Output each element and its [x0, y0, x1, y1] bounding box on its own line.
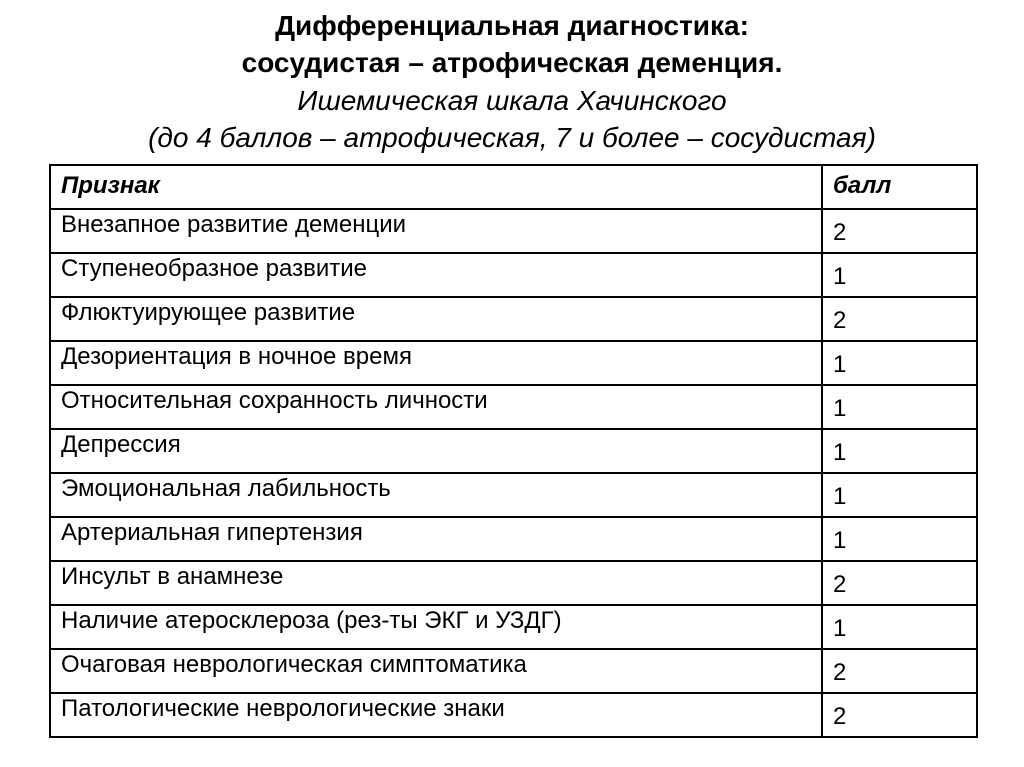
table-row	[50, 209, 977, 253]
table-row	[50, 649, 977, 693]
header-sign: Признак	[50, 165, 822, 209]
sign-cell: Дезориентация в ночное время	[50, 341, 822, 385]
sign-cell: Очаговая неврологическая симптоматика	[50, 649, 822, 693]
table-row	[50, 341, 977, 385]
sign-cell: Артериальная гипертензия	[50, 517, 822, 561]
score-cell: 1	[822, 253, 977, 297]
score-cell: 1	[822, 473, 977, 517]
score-cell: 1	[822, 517, 977, 561]
score-cell: 2	[822, 693, 977, 737]
sign-cell: Флюктуирующее развитие	[50, 297, 822, 341]
score-cell: 1	[822, 385, 977, 429]
sign-cell: Патологические неврологические знаки	[50, 693, 822, 737]
table-row	[50, 429, 977, 473]
table-row	[50, 385, 977, 429]
score-cell: 2	[822, 297, 977, 341]
score-cell: 1	[822, 605, 977, 649]
sign-cell: Депрессия	[50, 429, 822, 473]
table-row	[50, 517, 977, 561]
table-row	[50, 605, 977, 649]
score-cell: 2	[822, 649, 977, 693]
score-cell: 1	[822, 429, 977, 473]
title-line-2: сосудистая – атрофическая деменция.	[241, 47, 783, 78]
header-score: балл	[822, 165, 977, 209]
score-cell: 1	[822, 341, 977, 385]
subtitle-scale-name: Ишемическая шкала Хачинского	[297, 85, 727, 116]
sign-cell: Внезапное развитие деменции	[50, 209, 822, 253]
table-row	[50, 473, 977, 517]
sign-cell: Относительная сохранность личности	[50, 385, 822, 429]
table-row	[50, 561, 977, 605]
sign-cell: Инсульт в анамнезе	[50, 561, 822, 605]
score-cell: 2	[822, 561, 977, 605]
title-line-1: Дифференциальная диагностика:	[275, 10, 749, 41]
score-cell: 2	[822, 209, 977, 253]
table-row	[50, 297, 977, 341]
sign-cell: Ступенеобразное развитие	[50, 253, 822, 297]
table-header-row	[50, 165, 977, 209]
subtitle-interpretation: (до 4 баллов – атрофическая, 7 и более – сосудистая)	[148, 122, 876, 153]
sign-cell: Наличие атеросклероза (рез-ты ЭКГ и УЗДГ)	[50, 605, 822, 649]
table-row	[50, 693, 977, 737]
sign-cell: Эмоциональная лабильность	[50, 473, 822, 517]
hachinski-scale-table	[49, 164, 978, 738]
table-row	[50, 253, 977, 297]
